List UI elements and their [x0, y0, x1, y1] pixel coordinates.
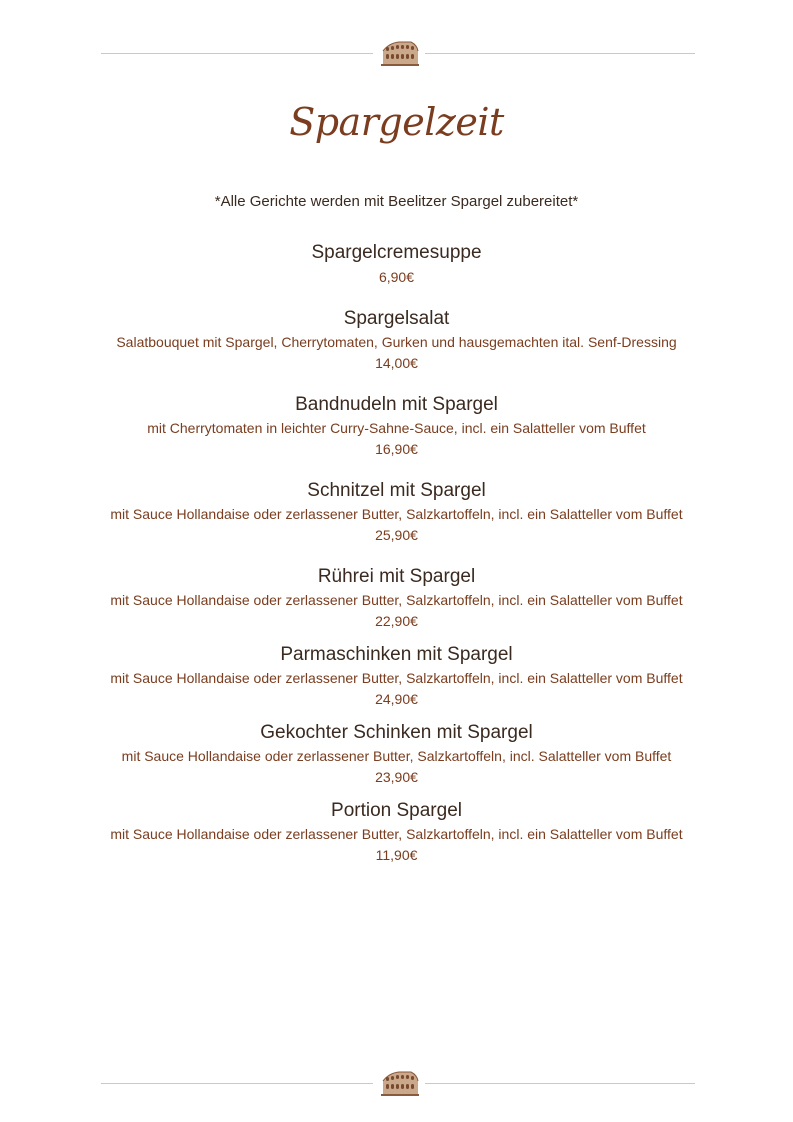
menu-list — [0, 240, 793, 866]
bottom-divider — [101, 1063, 695, 1103]
item-price: 25,90€ — [375, 527, 418, 543]
menu-item — [0, 642, 793, 710]
item-name: Parmaschinken mit Spargel — [280, 644, 513, 665]
colosseum-logo-icon — [379, 1067, 421, 1099]
item-description: mit Sauce Hollandaise oder zerlassener Butter, Salzkartoffeln, incl. ein Salatteller vom Buffet — [110, 670, 683, 686]
item-name: Gekochter Schinken mit Spargel — [260, 722, 533, 743]
item-name: Bandnudeln mit Spargel — [295, 394, 498, 415]
item-price: 24,90€ — [375, 691, 418, 707]
item-price: 23,90€ — [375, 769, 418, 785]
menu-item — [0, 306, 793, 374]
item-description: mit Sauce Hollandaise oder zerlassener Butter, Salzkartoffeln, incl. ein Salatteller vom Buffet — [110, 826, 683, 842]
divider-line-right — [425, 53, 695, 54]
item-description: mit Sauce Hollandaise oder zerlassener Butter, Salzkartoffeln, incl. ein Salatteller vom Buffet — [110, 506, 683, 522]
item-description: mit Cherrytomaten in leichter Curry-Sahne-Sauce, incl. ein Salatteller vom Buffet — [147, 420, 646, 436]
item-description: Salatbouquet mit Spargel, Cherrytomaten, Gurken und hausgemachten ital. Senf-Dressing — [116, 334, 677, 350]
menu-item — [0, 720, 793, 788]
divider-line-right — [425, 1083, 695, 1084]
item-price: 16,90€ — [375, 441, 418, 457]
page-title: Spargelzeit — [289, 100, 504, 144]
item-price: 6,90€ — [378, 269, 415, 285]
item-price: 14,00€ — [375, 355, 418, 371]
divider-line-left — [101, 1083, 373, 1084]
divider-line-left — [101, 53, 373, 54]
item-description: mit Sauce Hollandaise oder zerlassener Butter, Salzkartoffeln, incl. ein Salatteller vom Buffet — [110, 592, 683, 608]
top-divider — [101, 33, 695, 73]
item-description: mit Sauce Hollandaise oder zerlassener Butter, Salzkartoffeln, incl. Salatteller vom Buffet — [121, 748, 672, 764]
item-name: Schnitzel mit Spargel — [307, 480, 486, 501]
menu-item — [0, 478, 793, 546]
menu-item — [0, 240, 793, 288]
item-price: 11,90€ — [375, 847, 418, 863]
colosseum-logo-icon — [379, 37, 421, 69]
menu-item — [0, 564, 793, 632]
item-name: Portion Spargel — [331, 800, 462, 821]
menu-notice: *Alle Gerichte werden mit Beelitzer Spargel zubereitet* — [214, 193, 579, 210]
menu-item — [0, 798, 793, 866]
item-name: Rührei mit Spargel — [317, 566, 476, 587]
menu-item — [0, 392, 793, 460]
item-name: Spargelcremesuppe — [311, 242, 482, 263]
item-price: 22,90€ — [375, 613, 418, 629]
item-name: Spargelsalat — [343, 308, 450, 329]
